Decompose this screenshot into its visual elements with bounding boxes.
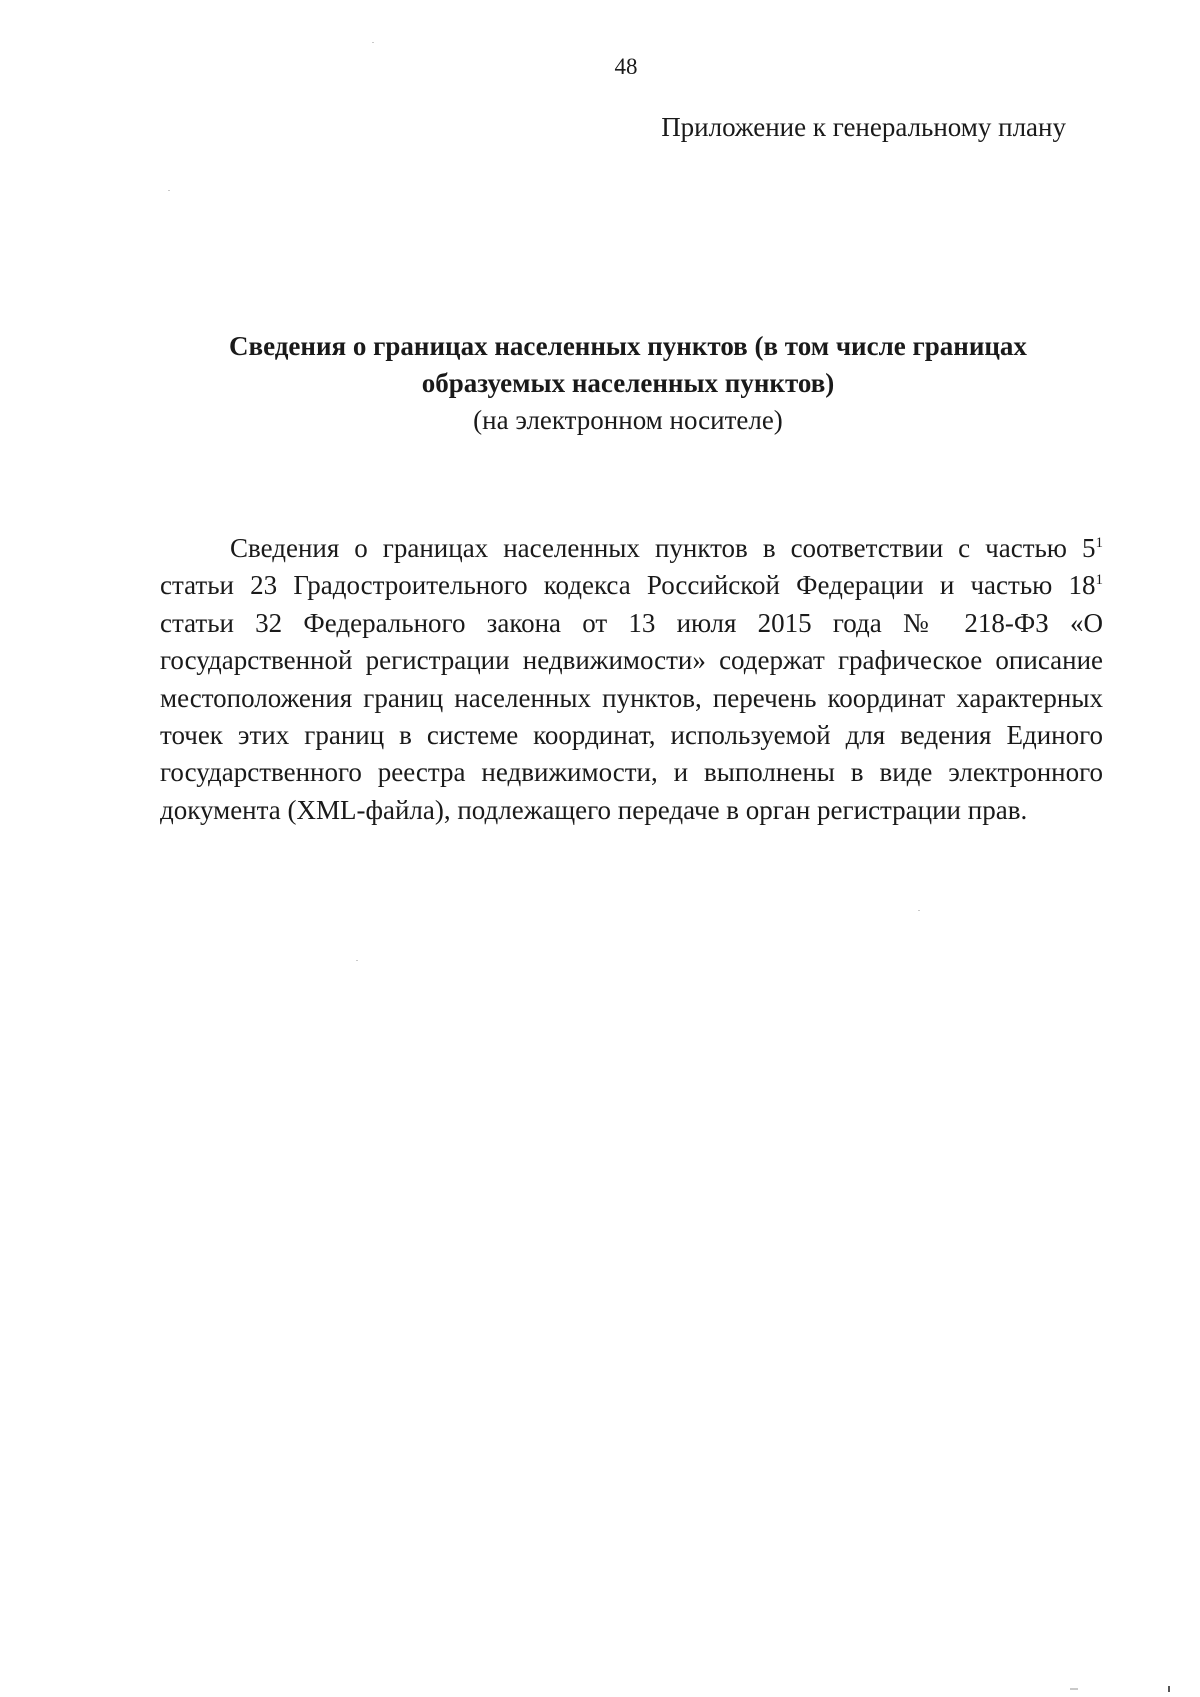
title-main: Сведения о границах населенных пунктов (в том числе границах образуемых населенных пунктов) <box>229 331 1027 398</box>
page-number: 48 <box>614 54 638 79</box>
scan-speck <box>1070 1688 1078 1690</box>
scan-speck <box>372 42 374 43</box>
appendix-label: Приложение к генеральному плану <box>661 112 1066 142</box>
body-text-part-2: статьи 23 Градостроительного кодекса Российской Федерации и частью 18 <box>160 570 1096 601</box>
body-text-part-3: статьи 32 Федерального закона от 13 июля 2015 года № 218-ФЗ «О государственной регистрации недвижимости» содержат графическое описание местоположения границ населенных пунктов, перечень координат характерных точек этих границ в системе координат, используемой для ведения Единого государственного реестра недвижимости, и выполнены в виде электронного документа (XML-файла), подлежащего передаче в орган регистрации прав. <box>160 607 1103 825</box>
superscript-2: 1 <box>1095 572 1103 589</box>
title-subtitle: (на электронном носителе) <box>473 405 783 435</box>
scan-speck <box>1168 1686 1170 1692</box>
body-text-part-1: Сведения о границах населенных пунктов в соответствии с частью 5 <box>230 533 1096 563</box>
document-title <box>160 328 1096 439</box>
scan-speck <box>918 910 920 911</box>
scan-speck <box>356 960 358 961</box>
scan-speck <box>168 190 170 191</box>
superscript-1: 1 <box>1095 535 1103 551</box>
body-paragraph <box>160 530 1103 829</box>
